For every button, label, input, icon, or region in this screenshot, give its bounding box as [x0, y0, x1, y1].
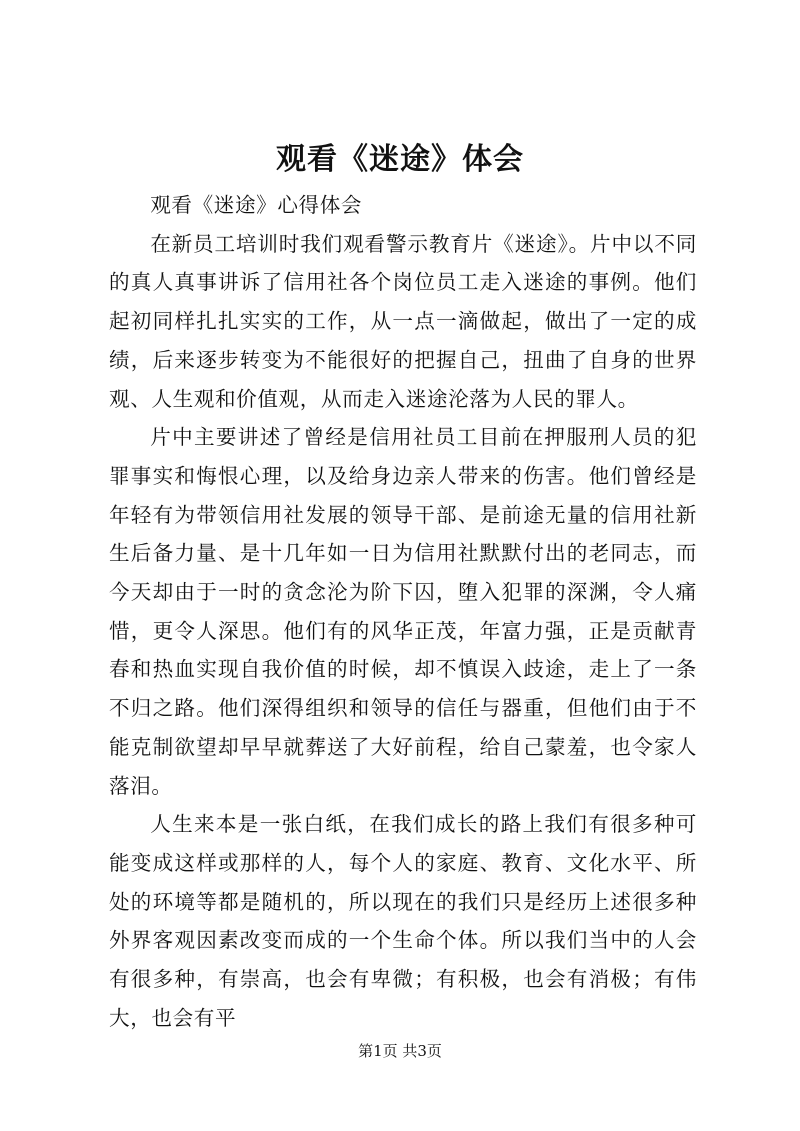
- document-body: [109, 186, 697, 1037]
- document-title: 观看《迷途》体会: [276, 142, 524, 177]
- body-paragraph-3: 人生来本是一张白纸，在我们成长的路上我们有很多种可能变成这样或那样的人，每个人的家庭、教育、文化水平、所处的环境等都是随机的，所以现在的我们只是经历上述很多种外界客观因素改变而成的一个生命个体。所以我们当中的人会有很多种，有崇高，也会有卑微；有积极，也会有消极；有伟大，也会有平: [109, 812, 697, 1030]
- body-paragraph-2: 片中主要讲述了曾经是信用社员工目前在押服刑人员的犯罪事实和悔恨心理，以及给身边亲人带来的伤害。他们曾经是年轻有为带领信用社发展的领导干部、是前途无量的信用社新生后备力量、是十几年如一日为信用社默默付出的老同志，而今天却由于一时的贪念沦为阶下囚，堕入犯罪的深渊，令人痛惜，更令人深思。他们有的风华正茂，年富力强，正是贡献青春和热血实现自我价值的时候，却不慎误入歧途，走上了一条不归之路。他们深得组织和领导的信任与器重，但他们由于不能克制欲望却早早就葬送了大好前程，给自己蒙羞，也令家人落泪。: [109, 425, 697, 798]
- body-paragraph-1: 在新员工培训时我们观看警示教育片《迷途》。片中以不同的真人真事讲诉了信用社各个岗位员工走入迷途的事例。他们起初同样扎扎实实的工作，从一点一滴做起，做出了一定的成绩，后来逐步转变为不能很好的把握自己，扭曲了自身的世界观、人生观和价值观，从而走入迷途沦落为人民的罪人。: [109, 231, 697, 411]
- page-number-footer: 第1页 共3页: [358, 1042, 442, 1060]
- subtitle-paragraph: 观看《迷途》心得体会: [150, 193, 363, 217]
